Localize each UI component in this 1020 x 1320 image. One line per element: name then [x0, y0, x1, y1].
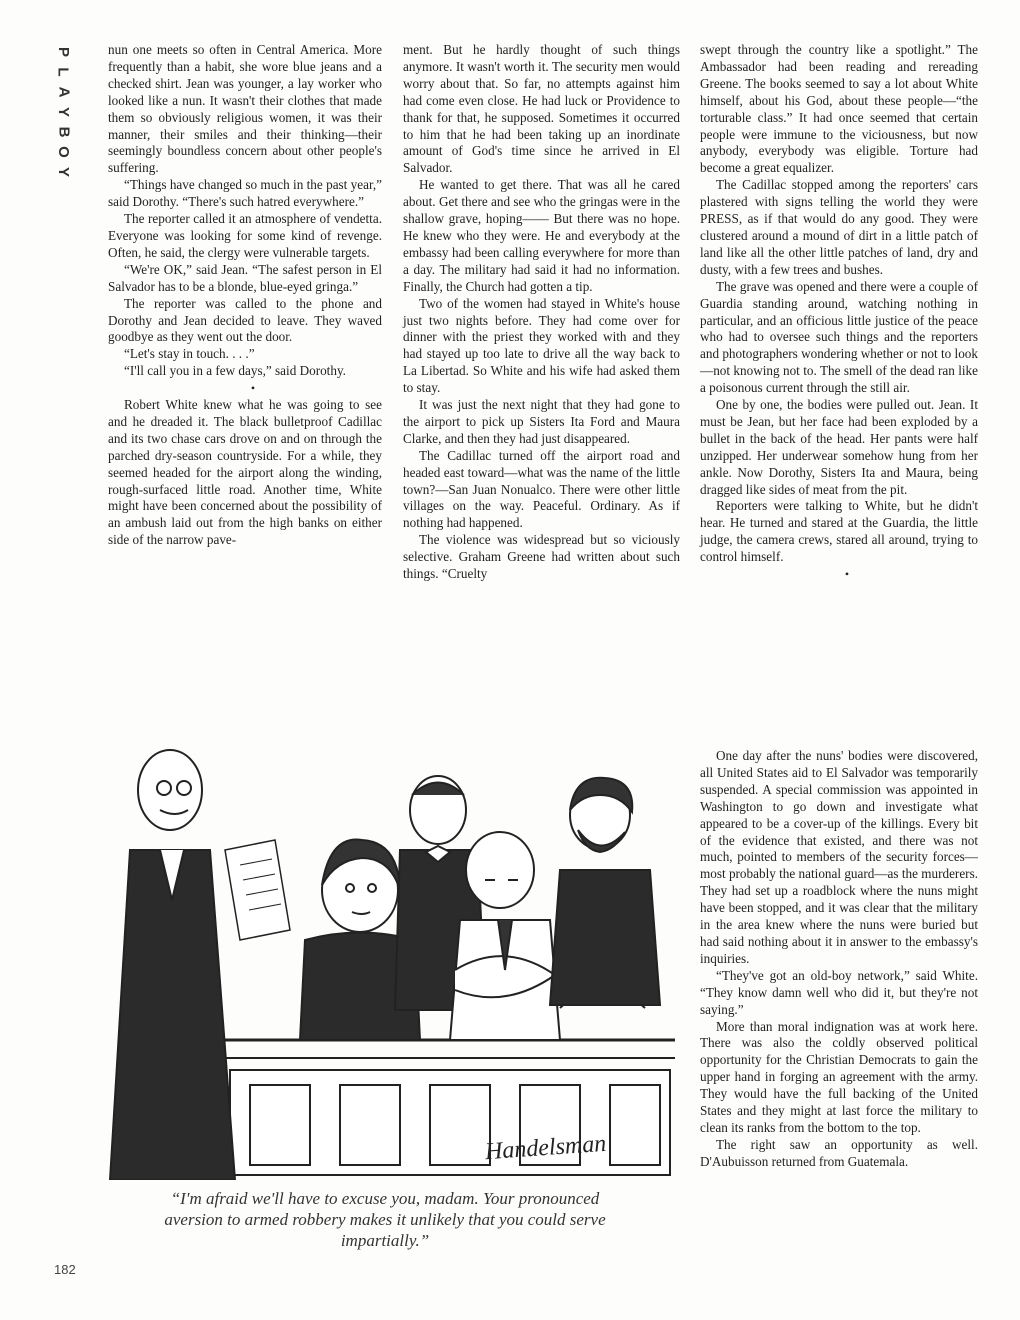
paragraph: “We're OK,” said Jean. “The safest person in El Salvador has to be a blonde, blue-eyed gringa.” — [108, 261, 382, 294]
paragraph: “I'll call you in a few days,” said Dorothy. — [124, 363, 346, 379]
cartoon-drawing — [100, 740, 675, 1180]
paragraph: swept through the country like a spotlight.” The Ambassador had been reading and rereading Greene. The books seemed to say a lot about White himself, about his God, about these people—“the torturable class.” It had once seemed that certain people were immune to the viciousness, but now anybody, everybody was eligible. Torture had become a great equalizer. — [700, 42, 978, 176]
paragraph: “They've got an old-boy network,” said White. “They know damn well who did it, but they're not saying.” — [700, 967, 978, 1017]
paragraph: The Cadillac stopped among the reporters' cars plastered with signs telling the world they were PRESS, as if that would do any good. They were clustered around a mound of dirt in a little patch of land like all the other little patches of land, dry and dusty, with a few trees and bushes. — [700, 177, 978, 277]
masthead-letter: O — [54, 146, 72, 158]
paragraph: Robert White knew what he was going to see and he dreaded it. The black bulletproof Cadillac and its two chase cars drove on and on through the parched dry-season countryside. For a while, they seemed headed for the airport along the winding, rough-surfaced little road. Another time, White might have been concerned about the possibility of an ambush laid out from the high banks on either side of the narrow pave- — [108, 397, 382, 548]
paragraph: It was just the next night that they had gone to the airport to pick up Sisters Ita Ford and Maura Clarke, and then they had just disappeared. — [403, 397, 680, 446]
paragraph: One day after the nuns' bodies were discovered, all United States aid to El Salvador was temporarily suspended. A special commission was appointed in Washington to go down and investigate what appeared to be a cover-up of the killings. Every bit of the evidence that existed, and there was not much, pointed to members of the security forces—most probably the national guard—as the murderers. They had set up a roadblock where the nuns might have been stopped, and it was clear that the military in the area knew where the nuns were buried but had said nothing about it in answer to the embassy's inquiries. — [700, 748, 978, 966]
page-number: 182 — [54, 1262, 76, 1277]
text-column-3-bottom — [700, 748, 978, 1171]
paragraph: Reporters were talking to White, but he didn't hear. He turned and stared at the Guardia, the little judge, the camera crews, stared all around, trying to control himself. — [700, 498, 978, 565]
paragraph: The reporter was called to the phone and Dorothy and Jean decided to leave. They waved goodbye as they went out the door. — [108, 295, 382, 345]
paragraph: The Cadillac turned off the airport road and headed east toward—what was the name of the little town?—San Juan Nonualco. There were other little villages on the way. Peaceful. Ordinary. As if nothing had happened. — [403, 447, 680, 531]
paragraph: ment. But he hardly thought of such things anymore. It wasn't worth it. The security men would worry about that. So far, no attempts against him had come even close. He had luck or Providence to thank for that, he supposed. Sometimes it occurred to him that he had been taking up an inordinate amount of God's time since he arrived in El Salvador. — [403, 42, 680, 176]
masthead-letter: Y — [54, 106, 72, 118]
paragraph: • — [250, 381, 256, 396]
paragraph: He wanted to get there. That was all he cared about. Get there and see who the gringas were in the shallow grave, hoping—— But there was no hope. He knew who they were. He and everybody at the embassy had been calling everywhere for more than a day. The military had said it had no information. Finally, the Church had gotten a tip. — [403, 177, 680, 294]
paragraph: nun one meets so often in Central America. More frequently than a habit, she wore blue jeans and a checked shirt. Jean was younger, a lay worker who looked like a nun. It wasn't their clothes that made them so obviously religious women, it was their manner, their smiles and their thinking—their seemingly boundless concern about other people's suffering. — [108, 42, 382, 176]
masthead-letter: P — [54, 46, 72, 58]
masthead-letter: Y — [54, 166, 72, 178]
paragraph: The grave was opened and there were a couple of Guardia standing around, watching nothing in particular, and an officious little justice of the peace who had to oversee such things and the reporters and photographers wondering whether or not to look—not knowing not to. The smell of the dead ran like a poisonous current through the still air. — [700, 278, 978, 396]
text-column-1 — [108, 42, 382, 549]
masthead-letter: L — [54, 67, 72, 77]
paragraph: The violence was widespread but so viciously selective. Graham Greene had written about such things. “Cruelty — [403, 532, 680, 582]
cartoon-caption: “I'm afraid we'll have to excuse you, madam. Your pronounced aversion to armed robbery makes it unlikely that you could serve impartially.” — [164, 1189, 606, 1250]
paragraph: The reporter called it an atmosphere of vendetta. Everyone was looking for some kind of revenge. Often, he said, the clergy were vulnerable targets. — [108, 211, 382, 260]
playboy-masthead — [50, 42, 76, 182]
paragraph: One by one, the bodies were pulled out. Jean. It must be Jean, but her face had been exploded by a bullet in the back of the head. Her pants were half unzipped. Her underwear somehow hung from her ankle. Now Dorothy, Sisters Ita and Maura, being dragged like sides of meat from the pit. — [700, 397, 978, 497]
cartoonist-signature: Handelsman — [484, 1130, 608, 1166]
paragraph: “Things have changed so much in the past year,” said Dorothy. “There's such hatred everywhere.” — [108, 177, 382, 210]
paragraph: “Let's stay in touch. . . .” — [124, 346, 255, 362]
paragraph: • — [844, 567, 850, 582]
courtroom-cartoon — [100, 740, 675, 1180]
masthead-letter: B — [55, 126, 72, 138]
paragraph: More than moral indignation was at work here. There was also the coldly observed political opportunity for the Christian Democrats to gain the upper hand in forging an agreement with the army. They would have the full backing of the United States and they might at last force the military to clean its ranks from the bottom to the top. — [700, 1018, 978, 1135]
text-column-3-top — [700, 42, 978, 583]
paragraph: Two of the women had stayed in White's house just two nights before. They had come over for dinner with the priest they worked with and they had stayed up too late to drive all the way back to La Libertad. So White and his wife had asked them to stay. — [403, 295, 680, 396]
masthead-letter: A — [55, 86, 72, 98]
paragraph: The right saw an opportunity as well. D'Aubuisson returned from Guatemala. — [700, 1136, 978, 1169]
text-column-2 — [403, 42, 680, 583]
